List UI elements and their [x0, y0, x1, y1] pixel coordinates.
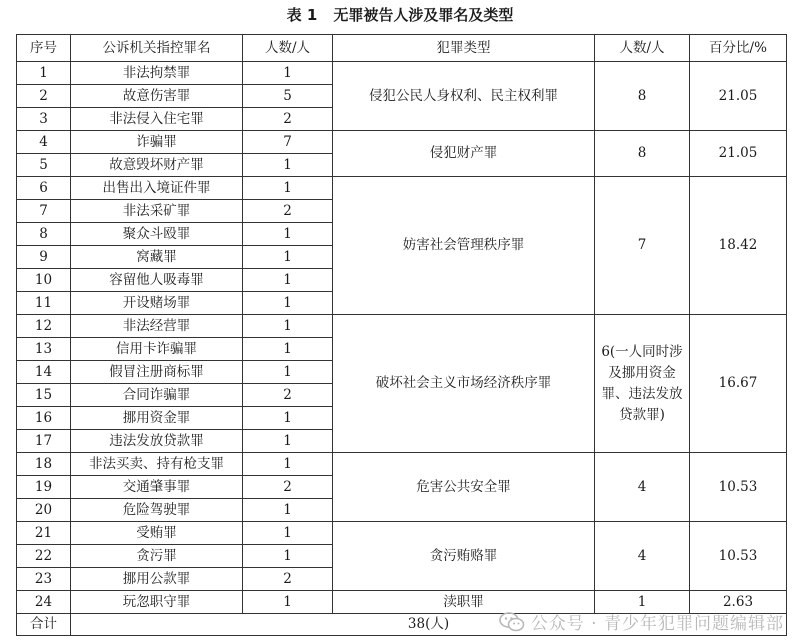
row-people: 1	[243, 430, 333, 453]
group-percent: 10.53	[690, 453, 787, 522]
table-header-row	[17, 35, 787, 62]
row-people: 1	[243, 453, 333, 476]
row-charge: 危险驾驶罪	[71, 499, 243, 522]
row-people: 1	[243, 361, 333, 384]
row-people: 1	[243, 223, 333, 246]
table-row	[17, 315, 787, 338]
row-charge: 假冒注册商标罪	[71, 361, 243, 384]
row-seq: 12	[17, 315, 71, 338]
row-charge: 玩忽职守罪	[71, 591, 243, 614]
row-people: 1	[243, 499, 333, 522]
row-people: 1	[243, 545, 333, 568]
row-seq: 20	[17, 499, 71, 522]
row-seq: 24	[17, 591, 71, 614]
row-people: 2	[243, 568, 333, 591]
row-people: 2	[243, 476, 333, 499]
row-people: 2	[243, 384, 333, 407]
row-people: 2	[243, 200, 333, 223]
table-body	[17, 62, 787, 636]
row-people: 7	[243, 131, 333, 154]
row-people: 1	[243, 522, 333, 545]
table-row	[17, 131, 787, 154]
group-category: 破坏社会主义市场经济秩序罪	[333, 315, 595, 453]
table-row	[17, 453, 787, 476]
row-people: 1	[243, 62, 333, 85]
row-charge: 故意毁坏财产罪	[71, 154, 243, 177]
group-people: 4	[595, 522, 690, 591]
row-charge: 非法侵入住宅罪	[71, 108, 243, 131]
group-category: 侵犯公民人身权利、民主权利罪	[333, 62, 595, 131]
group-percent: 16.67	[690, 315, 787, 453]
group-people: 1	[595, 591, 690, 614]
row-seq: 14	[17, 361, 71, 384]
row-people: 1	[243, 338, 333, 361]
row-charge: 交通肇事罪	[71, 476, 243, 499]
group-percent: 18.42	[690, 177, 787, 315]
group-people: 7	[595, 177, 690, 315]
row-seq: 23	[17, 568, 71, 591]
row-seq: 22	[17, 545, 71, 568]
header-people: 人数/人	[243, 35, 333, 62]
row-seq: 6	[17, 177, 71, 200]
row-charge: 违法发放贷款罪	[71, 430, 243, 453]
row-seq: 11	[17, 292, 71, 315]
header-category-people: 人数/人	[595, 35, 690, 62]
group-category: 危害公共安全罪	[333, 453, 595, 522]
row-charge: 故意伤害罪	[71, 85, 243, 108]
group-people: 4	[595, 453, 690, 522]
row-seq: 15	[17, 384, 71, 407]
row-people: 1	[243, 246, 333, 269]
row-seq: 19	[17, 476, 71, 499]
row-seq: 18	[17, 453, 71, 476]
charges-table	[16, 34, 787, 636]
row-seq: 9	[17, 246, 71, 269]
group-category: 妨害社会管理秩序罪	[333, 177, 595, 315]
group-people: 6(一人同时涉及挪用资金罪、违法发放贷款罪)	[595, 315, 690, 453]
row-people: 1	[243, 154, 333, 177]
row-seq: 21	[17, 522, 71, 545]
watermark	[499, 609, 784, 634]
group-category: 渎职罪	[333, 591, 595, 614]
row-seq: 16	[17, 407, 71, 430]
row-charge: 非法买卖、持有枪支罪	[71, 453, 243, 476]
row-charge: 窝藏罪	[71, 246, 243, 269]
group-percent: 10.53	[690, 522, 787, 591]
row-charge: 挪用公款罪	[71, 568, 243, 591]
row-people: 1	[243, 269, 333, 292]
row-charge: 非法采矿罪	[71, 200, 243, 223]
total-value: 38(人)	[71, 614, 787, 636]
row-charge: 贪污罪	[71, 545, 243, 568]
table-row	[17, 522, 787, 545]
row-people: 1	[243, 177, 333, 200]
group-people: 8	[595, 131, 690, 177]
row-people: 1	[243, 292, 333, 315]
row-charge: 非法拘禁罪	[71, 62, 243, 85]
row-charge: 容留他人吸毒罪	[71, 269, 243, 292]
table-caption	[0, 2, 800, 28]
row-people: 2	[243, 108, 333, 131]
row-seq: 7	[17, 200, 71, 223]
row-charge: 受贿罪	[71, 522, 243, 545]
group-category: 侵犯财产罪	[333, 131, 595, 177]
row-people: 1	[243, 407, 333, 430]
watermark-text: 公众号 · 青少年犯罪问题编辑部	[530, 614, 784, 634]
table-title: 无罪被告人涉及罪名及类型	[333, 6, 514, 24]
row-seq: 17	[17, 430, 71, 453]
row-people: 1	[243, 315, 333, 338]
row-seq: 10	[17, 269, 71, 292]
row-seq: 2	[17, 85, 71, 108]
row-seq: 4	[17, 131, 71, 154]
group-percent: 21.05	[690, 62, 787, 131]
total-label: 合计	[17, 614, 71, 636]
row-charge: 信用卡诈骗罪	[71, 338, 243, 361]
row-charge: 挪用资金罪	[71, 407, 243, 430]
row-people: 5	[243, 85, 333, 108]
row-charge: 出售出入境证件罪	[71, 177, 243, 200]
group-people: 8	[595, 62, 690, 131]
row-seq: 13	[17, 338, 71, 361]
row-people: 1	[243, 591, 333, 614]
row-charge: 聚众斗殴罪	[71, 223, 243, 246]
header-charge: 公诉机关指控罪名	[71, 35, 243, 62]
row-charge: 合同诈骗罪	[71, 384, 243, 407]
row-seq: 8	[17, 223, 71, 246]
table-number: 表 1	[286, 6, 318, 24]
group-percent: 21.05	[690, 131, 787, 177]
wechat-icon	[499, 612, 525, 632]
row-seq: 5	[17, 154, 71, 177]
row-charge: 诈骗罪	[71, 131, 243, 154]
table-row	[17, 177, 787, 200]
group-percent: 2.63	[690, 591, 787, 614]
group-category: 贪污贿赂罪	[333, 522, 595, 591]
table-row	[17, 62, 787, 85]
header-percent: 百分比/%	[690, 35, 787, 62]
row-charge: 开设赌场罪	[71, 292, 243, 315]
row-seq: 1	[17, 62, 71, 85]
row-seq: 3	[17, 108, 71, 131]
row-charge: 非法经营罪	[71, 315, 243, 338]
header-category: 犯罪类型	[333, 35, 595, 62]
header-seq: 序号	[17, 35, 71, 62]
